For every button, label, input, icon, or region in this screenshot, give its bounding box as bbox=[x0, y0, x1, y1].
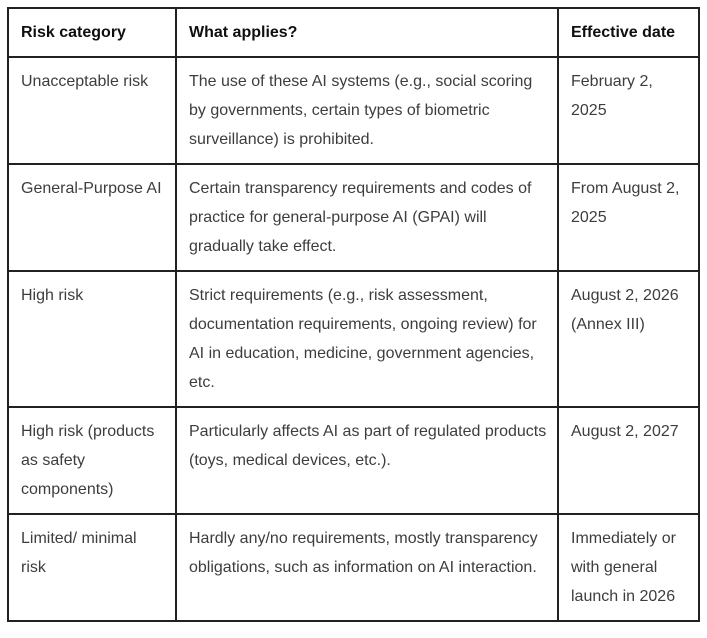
table-row-unacceptable-risk bbox=[8, 57, 699, 164]
cell-effective-date: August 2, 2026 (Annex III) bbox=[558, 271, 699, 407]
column-header-effective-date: Effective date bbox=[558, 8, 699, 57]
cell-risk-category: Unacceptable risk bbox=[8, 57, 176, 164]
cell-what-applies: The use of these AI systems (e.g., social scoring by governments, certain types of biometric surveillance) is prohibited. bbox=[176, 57, 558, 164]
cell-risk-category: High risk bbox=[8, 271, 176, 407]
cell-what-applies: Certain transparency requirements and codes of practice for general-purpose AI (GPAI) will gradually take effect. bbox=[176, 164, 558, 271]
cell-what-applies: Hardly any/no requirements, mostly transparency obligations, such as information on AI interaction. bbox=[176, 514, 558, 621]
cell-effective-date: Immediately or with general launch in 2026 bbox=[558, 514, 699, 621]
cell-risk-category: High risk (products as safety components) bbox=[8, 407, 176, 514]
table-row-high-risk-safety-components bbox=[8, 407, 699, 514]
header-row bbox=[8, 8, 699, 57]
column-header-what-applies: What applies? bbox=[176, 8, 558, 57]
table-row-general-purpose-ai bbox=[8, 164, 699, 271]
table-row-high-risk bbox=[8, 271, 699, 407]
ai-risk-category-table bbox=[7, 7, 700, 622]
column-header-risk-category: Risk category bbox=[8, 8, 176, 57]
table-row-limited-minimal-risk bbox=[8, 514, 699, 621]
cell-risk-category: General-Purpose AI bbox=[8, 164, 176, 271]
cell-risk-category: Limited/ minimal risk bbox=[8, 514, 176, 621]
cell-what-applies: Particularly affects AI as part of regulated products (toys, medical devices, etc.). bbox=[176, 407, 558, 514]
cell-what-applies: Strict requirements (e.g., risk assessment, documentation requirements, ongoing review) for AI in education, medicine, government agencies, etc. bbox=[176, 271, 558, 407]
cell-effective-date: August 2, 2027 bbox=[558, 407, 699, 514]
cell-effective-date: February 2, 2025 bbox=[558, 57, 699, 164]
cell-effective-date: From August 2, 2025 bbox=[558, 164, 699, 271]
